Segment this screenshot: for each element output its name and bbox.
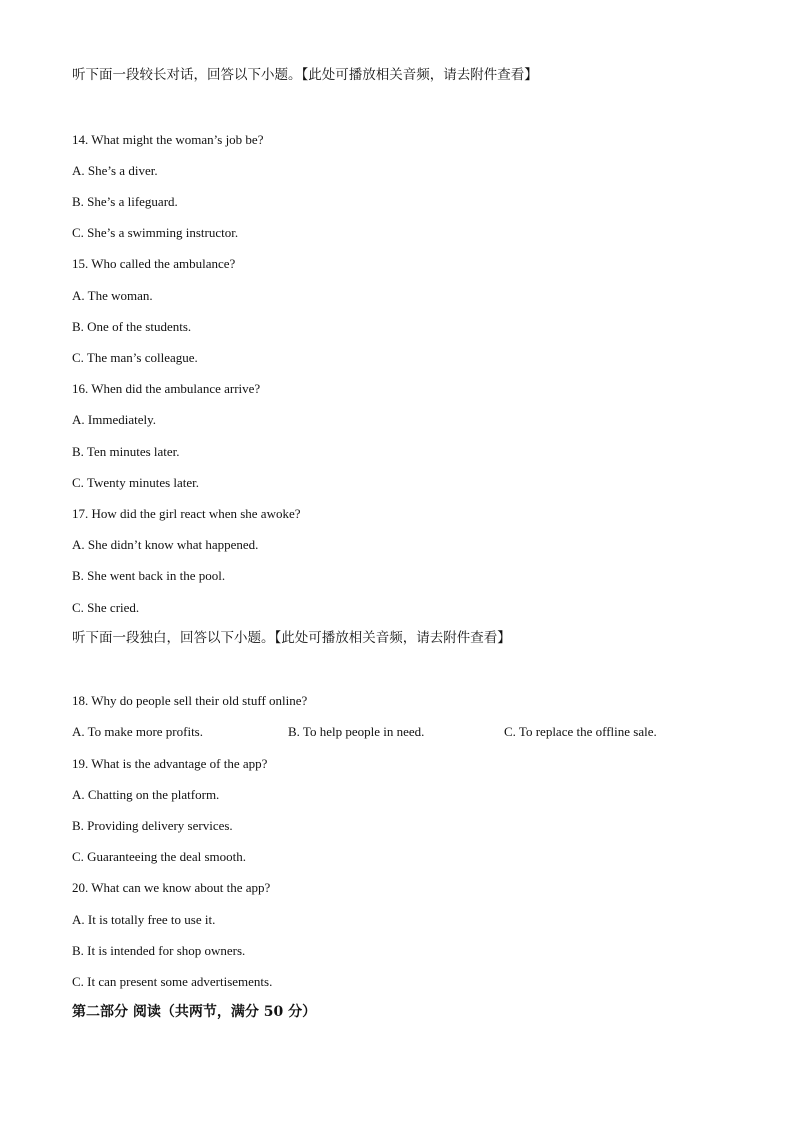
option-20-b: B. It is intended for shop owners. <box>72 943 246 958</box>
option-16-a: A. Immediately. <box>72 412 156 427</box>
option-20-c: C. It can present some advertisements. <box>72 974 273 989</box>
option-16-b: B. Ten minutes later. <box>72 444 180 459</box>
option-20-a: A. It is totally free to use it. <box>72 912 216 927</box>
option-18-c: C. To replace the offline sale. <box>504 724 657 739</box>
option-15-c: C. The man’s colleague. <box>72 350 198 365</box>
question-18: 18. Why do people sell their old stuff online? <box>72 693 308 708</box>
question-14: 14. What might the woman’s job be? <box>72 132 264 147</box>
option-18-b: B. To help people in need. <box>288 724 425 739</box>
dialogue-instructions: 听下面一段较长对话，回答以下小题。【此处可播放相关音频，请去附件查看】 <box>72 67 538 83</box>
option-18-a: A. To make more profits. <box>72 724 203 739</box>
option-17-a: A. She didn’t know what happened. <box>72 537 259 552</box>
question-16: 16. When did the ambulance arrive? <box>72 381 261 396</box>
question-20: 20. What can we know about the app? <box>72 880 271 895</box>
option-19-b: B. Providing delivery services. <box>72 818 233 833</box>
question-15: 15. Who called the ambulance? <box>72 256 236 271</box>
option-15-b: B. One of the students. <box>72 319 192 334</box>
option-14-b: B. She’s a lifeguard. <box>72 194 178 209</box>
option-19-a: A. Chatting on the platform. <box>72 787 220 802</box>
part-two-title: 第二部分 阅读（共两节，满分 50 分） <box>72 1004 317 1020</box>
option-17-c: C. She cried. <box>72 600 140 615</box>
question-19: 19. What is the advantage of the app? <box>72 756 268 771</box>
question-17: 17. How did the girl react when she awoke? <box>72 506 301 521</box>
option-16-c: C. Twenty minutes later. <box>72 475 200 490</box>
option-17-b: B. She went back in the pool. <box>72 568 226 583</box>
option-19-c: C. Guaranteeing the deal smooth. <box>72 849 247 864</box>
option-14-a: A. She’s a diver. <box>72 163 158 178</box>
option-14-c: C. She’s a swimming instructor. <box>72 225 239 240</box>
monologue-instructions: 听下面一段独白，回答以下小题。【此处可播放相关音频，请去附件查看】 <box>72 630 511 646</box>
option-15-a: A. The woman. <box>72 288 153 303</box>
